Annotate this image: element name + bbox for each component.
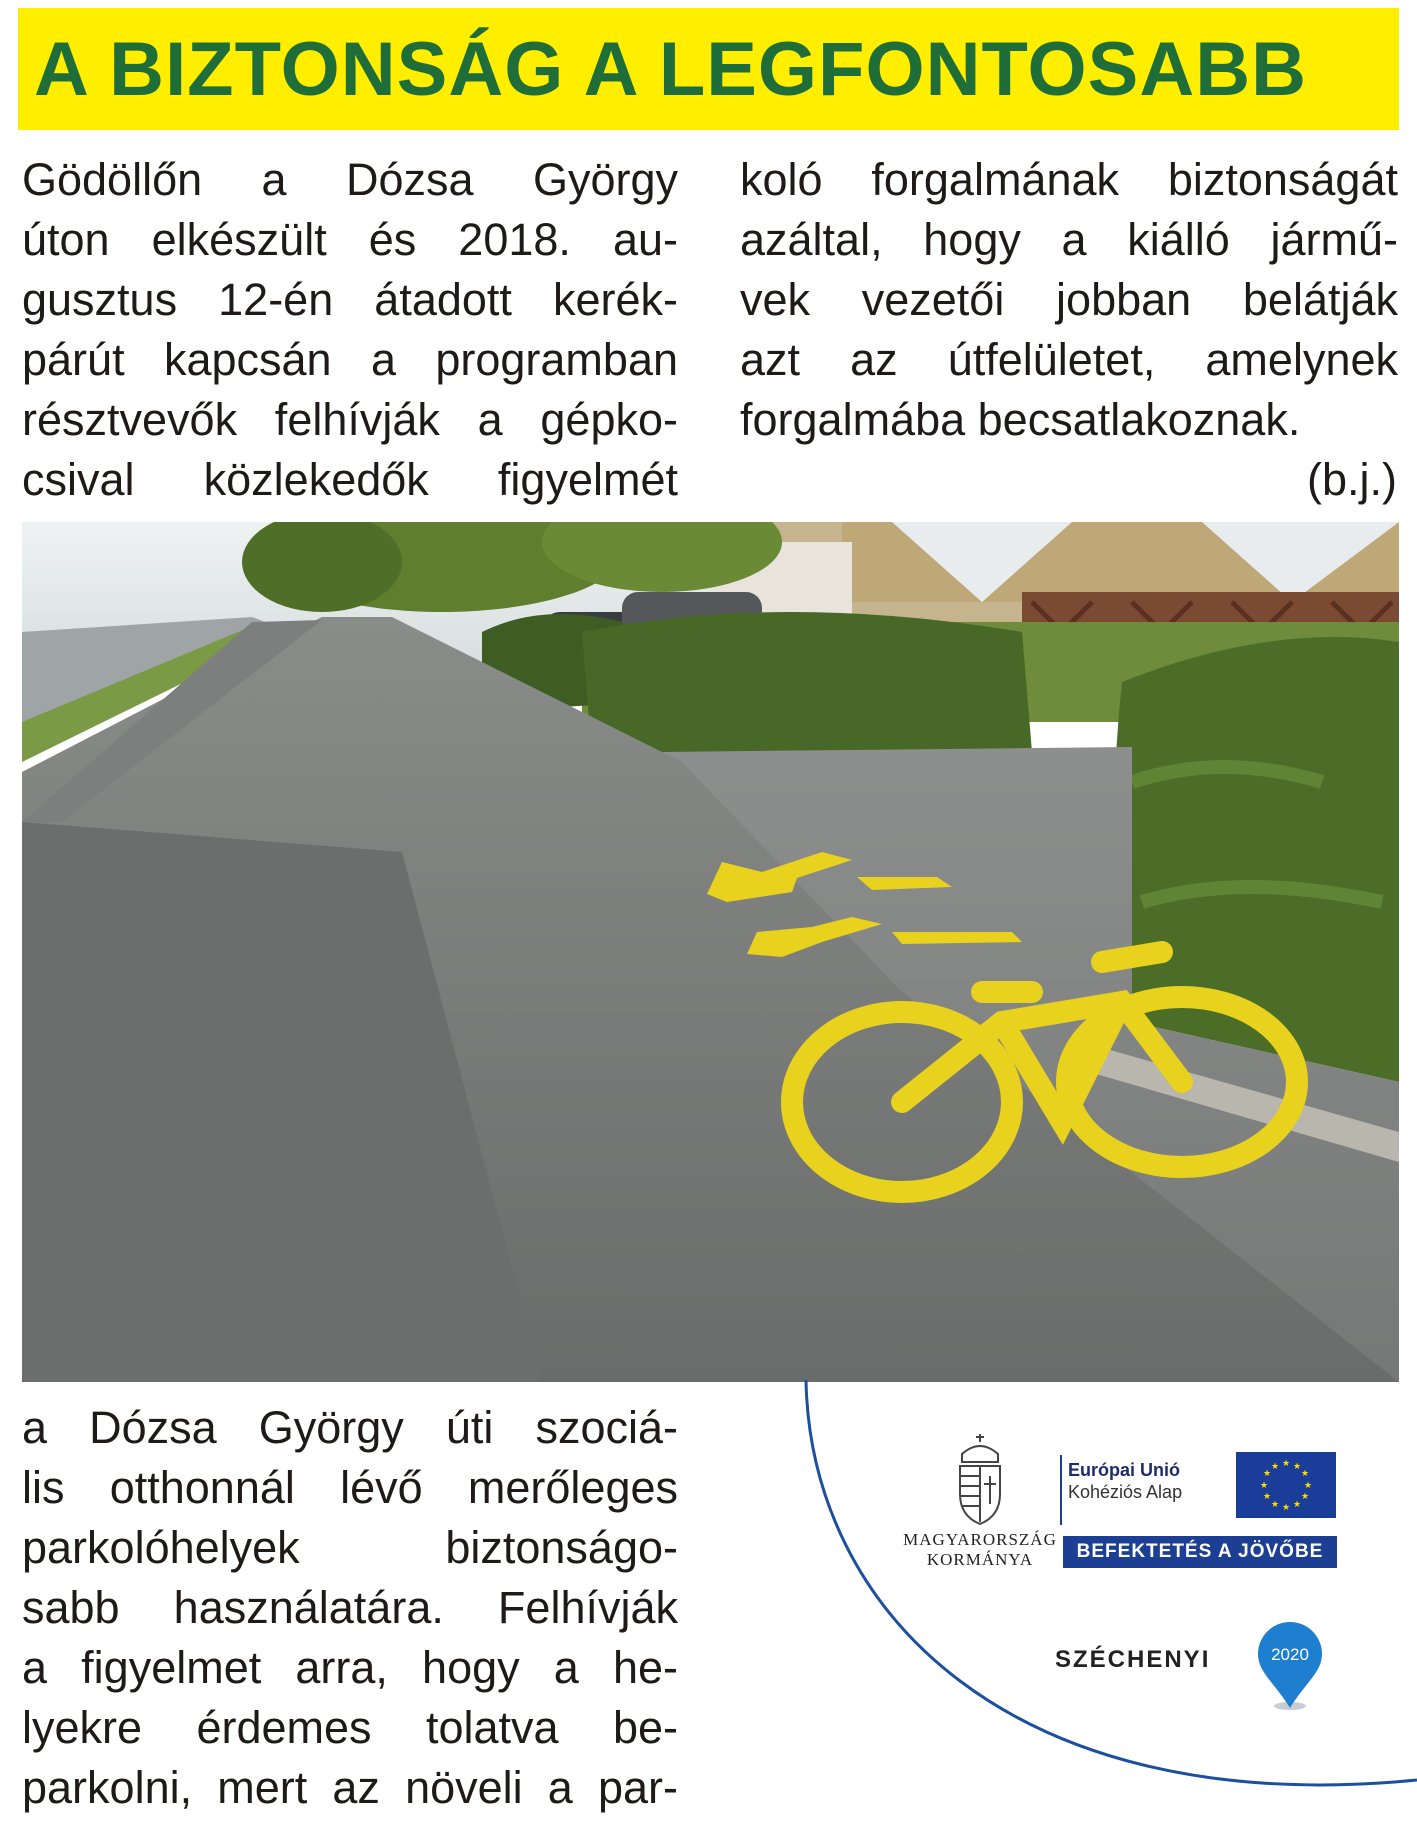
text-line: parkolóhelyek biztonságo-: [22, 1522, 678, 1573]
blue-arc-decoration: [800, 1380, 1417, 1841]
text-line: csival közlekedők figyelmét: [22, 454, 678, 505]
svg-text:★: ★: [1300, 1469, 1310, 1479]
text-line: azáltal, hogy a kiálló jármű-: [740, 214, 1398, 265]
text-line: lyekre érdemes tolatva be-: [22, 1702, 678, 1753]
svg-text:★: ★: [1262, 1469, 1272, 1479]
byline: (b.j.): [1307, 454, 1397, 505]
text-line: gusztus 12-én átadott kerék-: [22, 274, 678, 325]
eu-subtitle: Kohéziós Alap: [1068, 1482, 1183, 1502]
svg-text:★: ★: [1300, 1492, 1310, 1502]
article-column-top-left: [22, 150, 678, 510]
eu-label: [1068, 1459, 1182, 1503]
svg-text:★: ★: [1303, 1481, 1313, 1491]
text-line: parkolni, mert az növeli a par-: [22, 1762, 678, 1813]
text-line: úton elkészült és 2018. au-: [22, 214, 678, 265]
article-column-top-right: [740, 150, 1398, 450]
text-line: párút kapcsán a programban: [22, 334, 678, 385]
hungary-government-caption: [900, 1530, 1060, 1570]
text-line: sabb használatára. Felhívják: [22, 1582, 678, 1633]
svg-text:★: ★: [1270, 1462, 1280, 1472]
eu-title: Európai Unió: [1068, 1460, 1180, 1480]
text-line: vek vezetői jobban belátják: [740, 274, 1398, 325]
hungary-caption-line2: KORMÁNYA: [926, 1550, 1034, 1569]
text-line: forgalmába becsatlakoznak.: [740, 394, 1301, 445]
svg-text:★: ★: [1292, 1500, 1302, 1510]
svg-text:★: ★: [1259, 1481, 1269, 1491]
svg-text:★: ★: [1292, 1462, 1302, 1472]
szechenyi-year: 2020: [1271, 1645, 1309, 1664]
eu-divider: [1060, 1455, 1062, 1525]
headline: A BIZTONSÁG A LEGFONTOSABB: [34, 27, 1307, 112]
hungary-caption-line1: MAGYARORSZÁG: [903, 1530, 1057, 1549]
text-line: résztvevők felhívják a gépko-: [22, 394, 678, 445]
svg-text:★: ★: [1262, 1492, 1272, 1502]
szechenyi-2020-pin-icon: [1254, 1620, 1326, 1712]
text-line: azt az útfelületet, amelynek: [740, 334, 1398, 385]
invest-in-future-badge: BEFEKTETÉS A JÖVŐBE: [1063, 1536, 1337, 1568]
szechenyi-logo-text: SZÉCHENYI: [1055, 1646, 1211, 1673]
svg-text:★: ★: [1270, 1500, 1280, 1510]
svg-text:★: ★: [1281, 1503, 1291, 1513]
svg-text:★: ★: [1281, 1459, 1291, 1469]
article-column-bottom-left: [22, 1398, 678, 1818]
text-line: lis otthonnál lévő merőleges: [22, 1462, 678, 1513]
bike-path-photo: [22, 522, 1399, 1382]
text-line: a Dózsa György úti szociá-: [22, 1402, 678, 1453]
text-line: a figyelmet arra, hogy a he-: [22, 1642, 678, 1693]
hungary-coat-of-arms-icon: [950, 1432, 1010, 1527]
eu-flag-icon: [1236, 1452, 1336, 1518]
text-line: koló forgalmának biztonságát: [740, 154, 1398, 205]
text-line: Gödöllőn a Dózsa György: [22, 154, 678, 205]
